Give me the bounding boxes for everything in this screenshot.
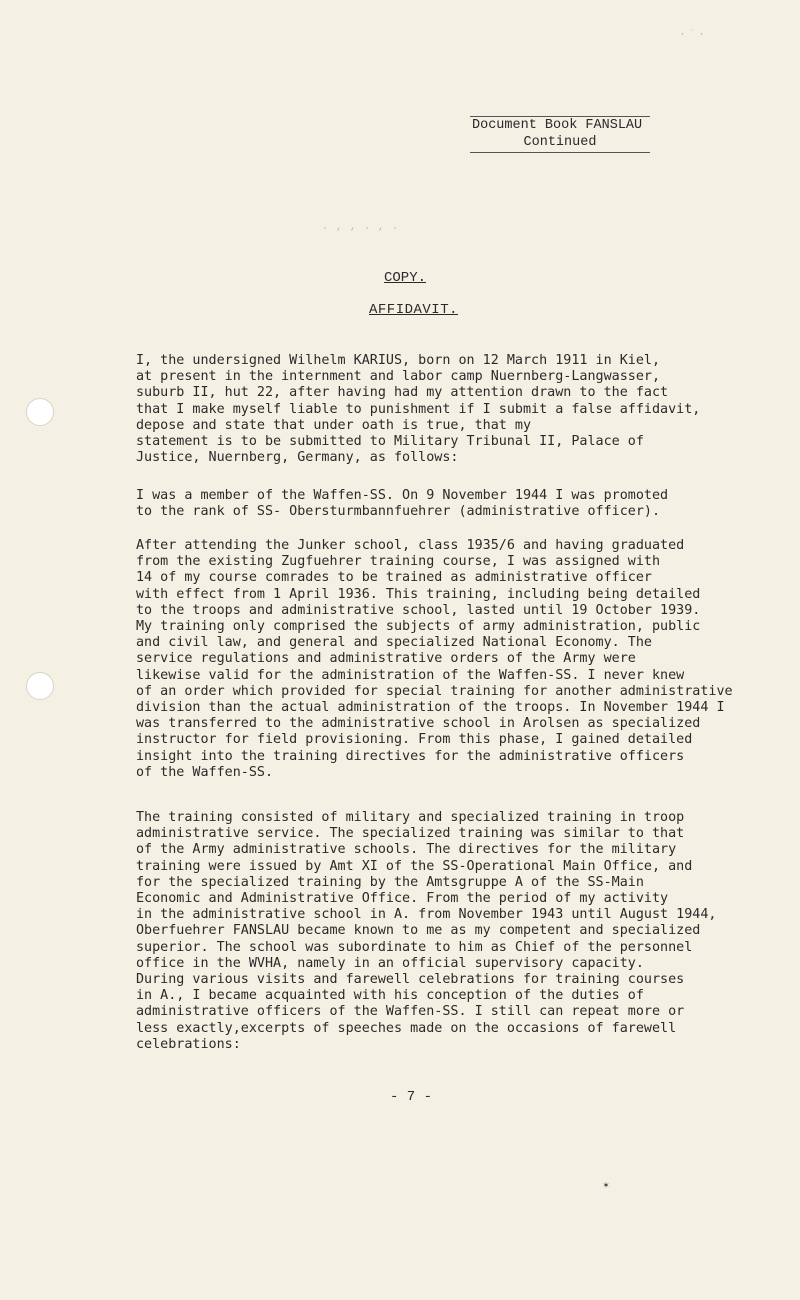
header-document-book: Document Book FANSLAU (472, 118, 643, 133)
punch-hole-icon (26, 398, 54, 426)
stray-mark: ✶ (603, 1181, 610, 1192)
punch-hole-icon (26, 672, 54, 700)
paragraph-3: After attending the Junker school, class 1935/6 and having graduated from the existing Zugfuehrer training course, I was assigned with 14 of my course comrades to be trained as administrative officer with effect from 1 April 1936. This training, including being detailed to the troops and administrative school, lasted until 19 October 1939. My training only comprised the subjects of army administration, public and civil law, and general and specialized National Economy. The service regulations and administrative orders of the Army were likewise valid for the administration of the Waffen-SS. I never knew of an order which provided for special training for another administrative division than the actual administration of the troops. In November 1944 I was transferred to the administrative school in Arolsen as specialized instructor for field provisioning. From this phase, I gained detailed insight into the training directives for the administrative officers of the Waffen-SS. (136, 538, 733, 780)
paragraph-2: I was a member of the Waffen-SS. On 9 November 1944 I was promoted to the rank of SS- Obersturmbannfuehrer (administrative officer). (136, 488, 669, 520)
header-continued: Continued (523, 135, 597, 150)
corner-specks: · ˙ · (680, 30, 705, 39)
document-header (470, 116, 650, 153)
affidavit-title: AFFIDAVIT. (369, 302, 459, 318)
copy-label: COPY. (384, 270, 427, 286)
faded-stamp-smudge: . , , . , . (322, 222, 400, 233)
paragraph-1: I, the undersigned Wilhelm KARIUS, born on 12 March 1911 in Kiel, at present in the internment and labor camp Nuernberg-Langwasser, suburb II, hut 22, after having had my attention drawn to the fact that I make myself liable to punishment if I submit a false affidavit, depose and state that under oath is true, that my statement is to be submitted to Military Tribunal II, Palace of Justice, Nuernberg, Germany, as follows: (136, 353, 701, 466)
header-rule-bottom (470, 152, 650, 153)
paragraph-4: The training consisted of military and specialized training in troop administrative service. The specialized training was similar to that of the Army administrative schools. The directives for the military training were issued by Amt XI of the SS-Operational Main Office, and for the specialized training by the Amtsgruppe A of the SS-Main Economic and Administrative Office. From the period of my activity in the administrative school in A. from November 1943 until August 1944, Oberfuehrer FANSLAU became known to me as my competent and specialized superior. The school was subordinate to him as Chief of the personnel office in the WVHA, namely in an official supervisory capacity. During various visits and farewell celebrations for training courses in A., I became acquainted with his conception of the duties of administrative officers of the Waffen-SS. I still can repeat more or less exactly,excerpts of speeches made on the occasions of farewell celebrations: (136, 810, 717, 1052)
page-number: - 7 - (390, 1089, 433, 1105)
